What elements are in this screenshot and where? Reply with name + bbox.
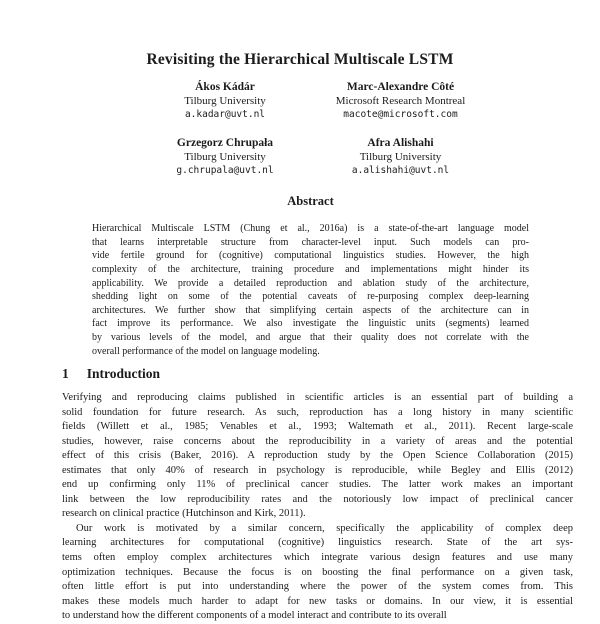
text-line: shedding light on some of the potential caveats of re-purposing complex deep-learning: [92, 291, 529, 303]
introduction-paragraph-2: [62, 522, 573, 624]
author-name: Grzegorz Chrupała: [176, 137, 274, 149]
author-name: Ákos Kádár: [195, 81, 255, 93]
author-affiliation: Tilburg University: [184, 151, 266, 163]
text-line: often little effort is put into understanding where the power of the system comes from. This: [62, 581, 573, 593]
text-line: optimization techniques. Because the focus is on boosting the final performance on a given task,: [62, 566, 573, 578]
introduction-text: [62, 391, 573, 624]
text-line: Hierarchical Multiscale LSTM (Chung et al., 2016a) is a state-of-the-art language model: [92, 223, 529, 234]
author-name: Afra Alishahi: [367, 137, 434, 149]
text-line: effect of this crisis (Baker, 2016). A reproduction study by the Open Science Collaboration (2015): [62, 450, 573, 462]
text-line: Our work is motivated by a similar concern, specifically the applicability of complex deep: [76, 522, 573, 534]
text-line: fields (Willett et al., 1985; Venables et al., 1993; Waltemath et al., 2011). Recent large-scale: [62, 421, 573, 433]
author-email: g.chrupala@uvt.nl: [176, 165, 274, 176]
abstract-text: [92, 222, 529, 358]
text-line: research on clinical practice (Hutchinson and Kirk, 2011).: [62, 508, 306, 520]
text-line: estimates that only 40% of research in psychology is reproducible, while Begley and Ellis (2012): [62, 464, 573, 476]
section-title: Introduction: [86, 366, 161, 381]
author-email: macote@microsoft.com: [343, 109, 458, 120]
text-line: makes these models much harder to adapt for new tasks or domains. In our view, it is essential: [62, 595, 573, 607]
introduction-paragraph-1: [62, 391, 573, 522]
author-affiliation: Microsoft Research Montreal: [335, 95, 466, 107]
author-name: Marc-Alexandre Côté: [346, 81, 455, 93]
author-block-alishahi: [278, 136, 523, 178]
author-email: a.alishahi@uvt.nl: [351, 165, 450, 176]
author-affiliation: Tilburg University: [184, 95, 266, 107]
author-email: a.kadar@uvt.nl: [184, 109, 266, 120]
text-line: fact improve its performance. We also investigate the linguistic units (segments) learned: [92, 318, 529, 330]
text-line: vide fertile ground for (cognitive) computational linguistics studies. However, the high: [92, 250, 529, 262]
text-line: by various levels of the model, and argue that their quality does not correlate with the: [92, 332, 529, 344]
text-line: complexity of the architecture, training procedure and implementations might hinder its: [92, 263, 529, 275]
section-heading-introduction: [62, 365, 573, 382]
text-line: solid foundation for future research. As such, reproduction has a long history in many scientific: [62, 406, 573, 418]
text-line: overall performance of the model on language modeling.: [92, 345, 320, 357]
text-line: end up confirming only 11% of preclinical cancer studies. The latter work makes an important: [62, 479, 573, 491]
section-number: 1: [62, 366, 69, 381]
text-line: to understand how the different components of a model interact and contribute to its overall: [62, 610, 447, 622]
text-line: tems often employ complex architectures which integrate various design features and use many: [62, 552, 573, 564]
text-line: learning architectures for computational (cognitive) linguistics research. State of the art sys-: [62, 537, 573, 549]
text-line: applicability. We provide a detailed reproduction and ablation study of the architecture,: [92, 277, 529, 289]
abstract-heading: Abstract: [287, 194, 334, 208]
text-line: link between the low reproducibility rates and the notoriously low impact of preclinical cancer: [62, 493, 573, 505]
text-line: architectures. We further show that simplifying certain aspects of the architecture can in: [92, 304, 529, 316]
author-block-cote: [278, 80, 523, 122]
text-line: that learns interpretable structure from character-level input. Such models can pro-: [92, 236, 529, 248]
text-line: Verifying and reproducing claims published in scientific articles is an essential part of building a: [62, 392, 573, 403]
paper-title: Revisiting the Hierarchical Multiscale LSTM: [146, 51, 454, 68]
text-line: studies, however, raise concerns about the reproducibility in a variety of areas and the potential: [62, 435, 573, 447]
author-affiliation: Tilburg University: [359, 151, 442, 163]
